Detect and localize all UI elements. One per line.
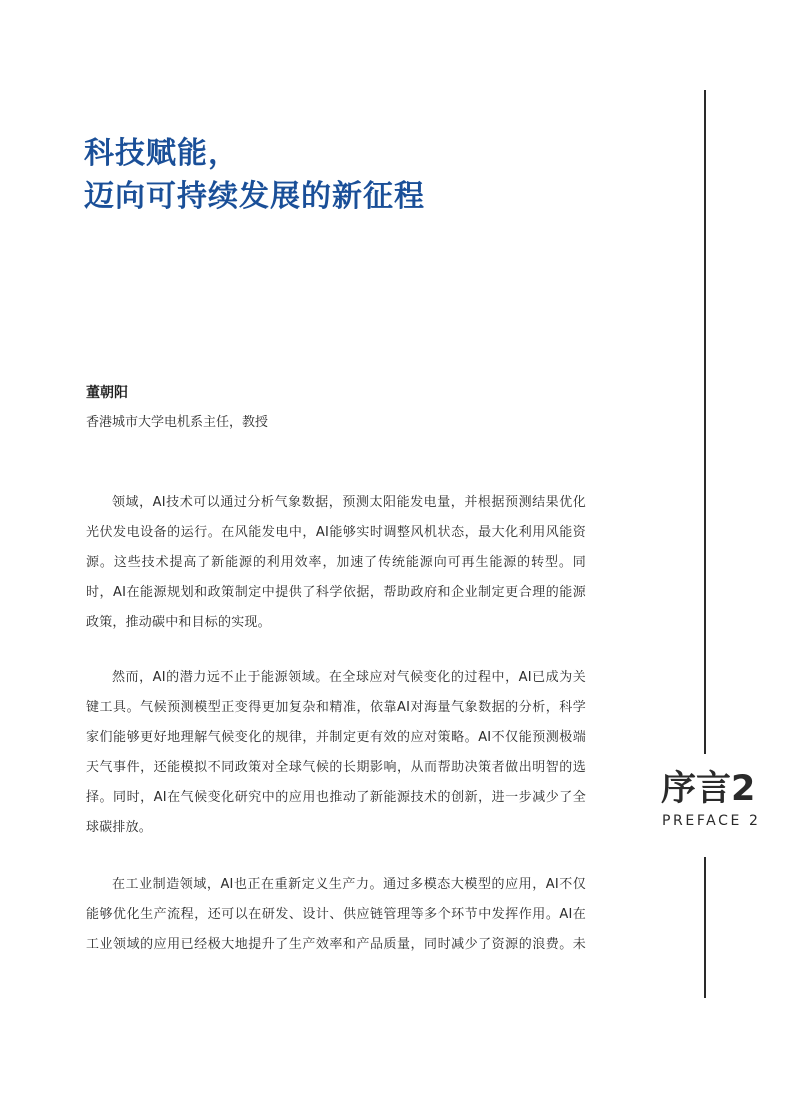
vertical-divider-top — [704, 90, 706, 754]
paragraph-line: 领域，AI技术可以通过分析气象数据，预测太阳能发电量，并根据预测结果优化 — [112, 495, 586, 510]
vertical-divider-bottom — [704, 857, 706, 998]
article-title-line-2: 迈向可持续发展的新征程 — [84, 179, 425, 214]
paragraph-line: 天气事件，还能模拟不同政策对全球气候的长期影响，从而帮助决策者做出明智的选 — [86, 760, 586, 775]
paragraph-line: 能够优化生产流程，还可以在研发、设计、供应链管理等多个环节中发挥作用。AI在 — [86, 907, 586, 922]
section-sublabel: PREFACE 2 — [662, 813, 761, 829]
article-title — [84, 132, 425, 218]
author-name: 董朝阳 — [86, 385, 128, 401]
paragraph-line: 键工具。气候预测模型正变得更加复杂和精准，依靠AI对海量气象数据的分析，科学 — [86, 700, 586, 715]
paragraph-line: 择。同时，AI在气候变化研究中的应用也推动了新能源技术的创新，进一步减少了全 — [86, 790, 586, 805]
paragraph-2 — [86, 663, 586, 843]
paragraph-line: 球碳排放。 — [86, 820, 153, 835]
paragraph-1 — [86, 488, 586, 638]
author-affiliation: 香港城市大学电机系主任，教授 — [86, 415, 269, 430]
paragraph-line: 然而，AI的潜力远不止于能源领域。在全球应对气候变化的过程中，AI已成为关 — [112, 670, 586, 685]
paragraph-line: 在工业制造领域，AI也正在重新定义生产力。通过多模态大模型的应用，AI不仅 — [112, 877, 586, 892]
paragraph-line: 光伏发电设备的运行。在风能发电中，AI能够实时调整风机状态，最大化利用风能资 — [86, 525, 586, 540]
paragraph-line: 工业领域的应用已经极大地提升了生产效率和产品质量，同时减少了资源的浪费。未 — [86, 937, 586, 952]
paragraph-line: 家们能够更好地理解气候变化的规律，并制定更有效的应对策略。AI不仅能预测极端 — [86, 730, 586, 745]
article-title-line-1: 科技赋能， — [84, 136, 239, 171]
paragraph-line: 时，AI在能源规划和政策制定中提供了科学依据，帮助政府和企业制定更合理的能源 — [86, 585, 586, 600]
paragraph-line: 政策，推动碳中和目标的实现。 — [86, 615, 271, 630]
paragraph-line: 源。这些技术提高了新能源的利用效率，加速了传统能源向可再生能源的转型。同 — [86, 555, 586, 570]
paragraph-3 — [86, 870, 586, 960]
section-label: 序言2 — [661, 769, 756, 809]
